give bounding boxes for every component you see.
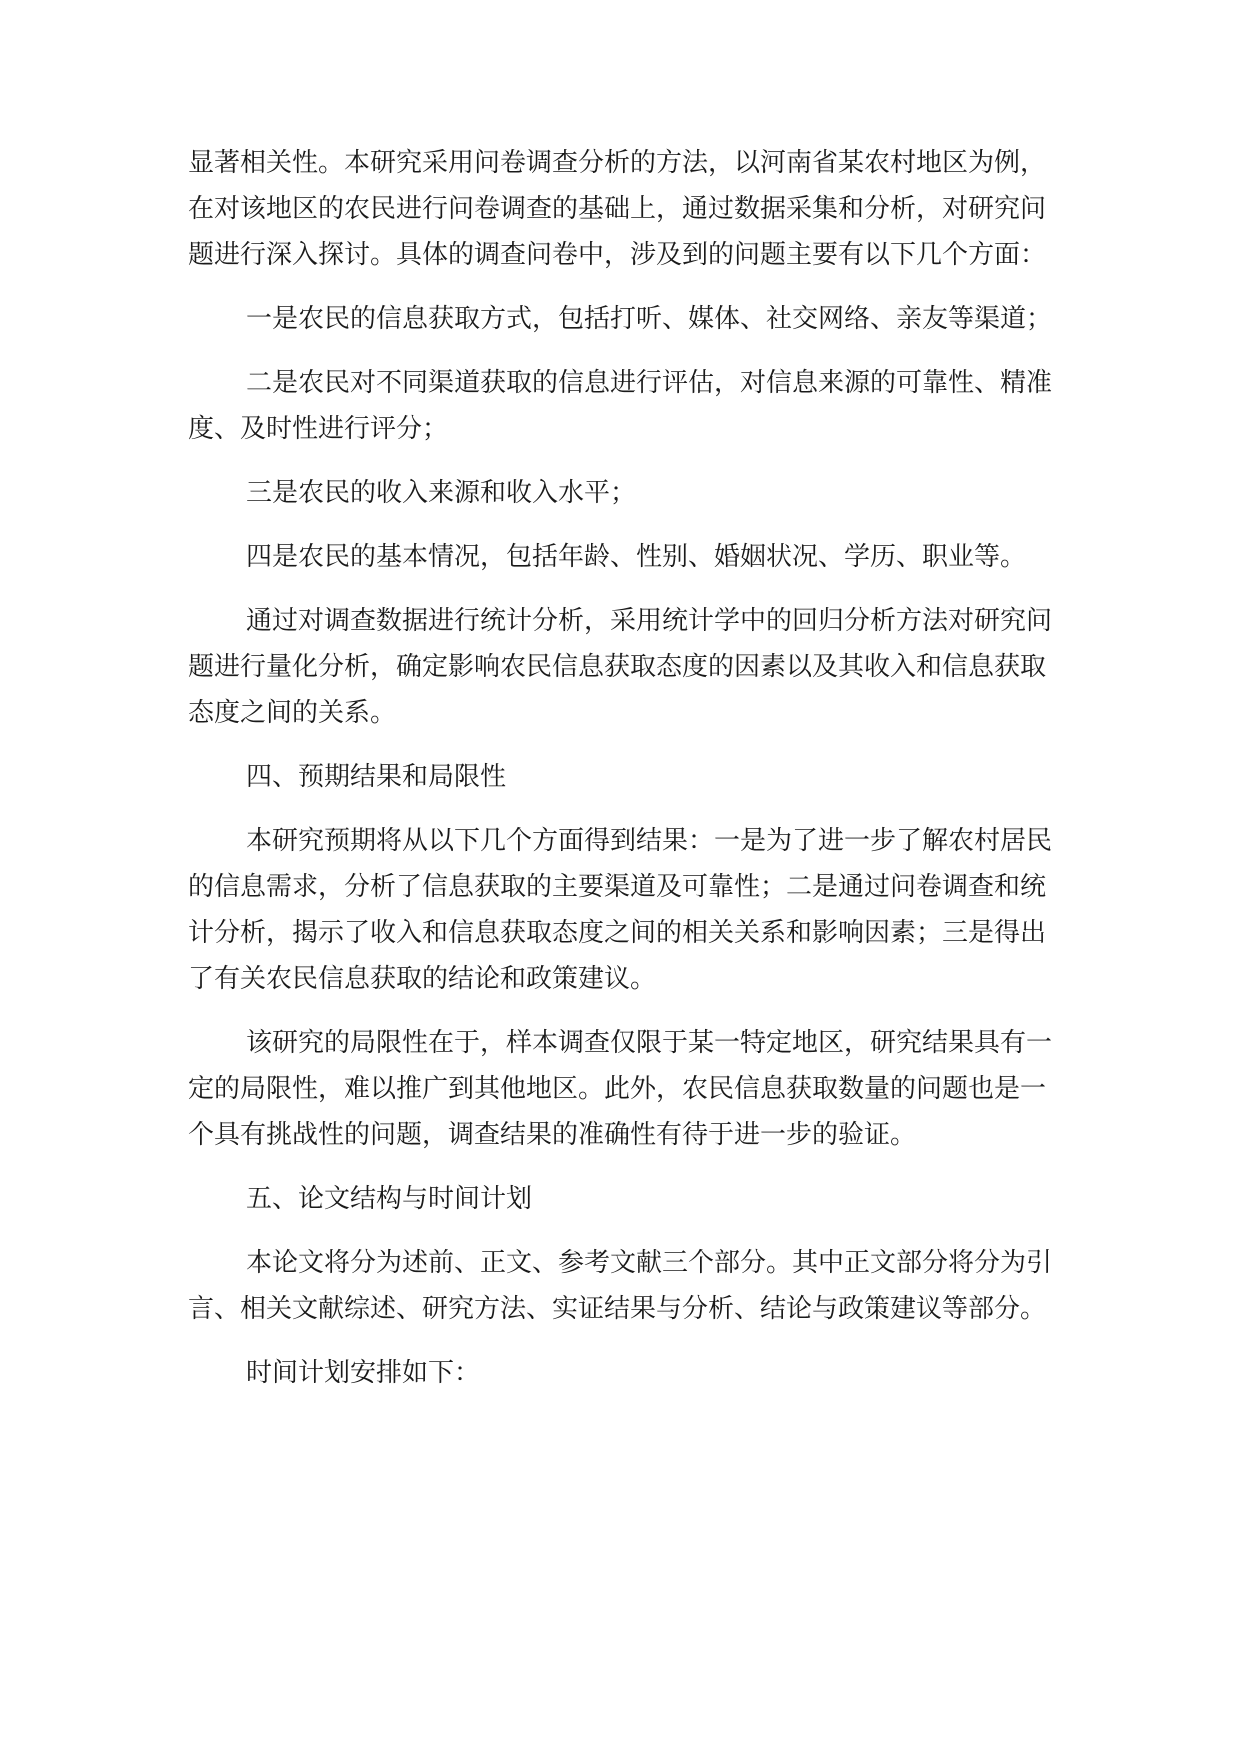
- paragraph-expected-results: 本研究预期将从以下几个方面得到结果：一是为了进一步了解农村居民的信息需求，分析了信息获取的主要渠道及可靠性；二是通过问卷调查和统计分析，揭示了收入和信息获取态度之间的相关关系和影响因素；三是得出了有关农民信息获取的结论和政策建议。: [188, 826, 1053, 994]
- paragraph-thesis-structure: 本论文将分为述前、正文、参考文献三个部分。其中正文部分将分为引言、相关文献综述、研究方法、实证结果与分析、结论与政策建议等部分。: [188, 1248, 1053, 1324]
- section-heading-expected-results: 四、预期结果和局限性: [246, 762, 507, 792]
- paragraph-analysis-method: 通过对调查数据进行统计分析，采用统计学中的回归分析方法对研究问题进行量化分析，确定影响农民信息获取态度的因素以及其收入和信息获取态度之间的关系。: [188, 606, 1053, 728]
- paragraph-time-plan: 时间计划安排如下：: [246, 1358, 481, 1388]
- list-item-info-channels: 一是农民的信息获取方式，包括打听、媒体、社交网络、亲友等渠道；: [246, 304, 1053, 334]
- list-item-basic-info: 四是农民的基本情况，包括年龄、性别、婚姻状况、学历、职业等。: [246, 542, 1027, 572]
- document-page: [188, 140, 1068, 1414]
- list-item-info-evaluation: 二是农民对不同渠道获取的信息进行评估，对信息来源的可靠性、精准度、及时性进行评分；: [188, 368, 1053, 444]
- list-item-income: 三是农民的收入来源和收入水平；: [246, 478, 637, 508]
- paragraph-continuation: 显著相关性。本研究采用问卷调查分析的方法，以河南省某农村地区为例，在对该地区的农民进行问卷调查的基础上，通过数据采集和分析，对研究问题进行深入探讨。具体的调查问卷中，涉及到的问题主要有以下几个方面：: [188, 148, 1047, 270]
- paragraph-limitations: 该研究的局限性在于，样本调查仅限于某一特定地区，研究结果具有一定的局限性，难以推广到其他地区。此外，农民信息获取数量的问题也是一个具有挑战性的问题，调查结果的准确性有待于进一步的验证。: [188, 1028, 1053, 1150]
- section-heading-structure-plan: 五、论文结构与时间计划: [246, 1184, 533, 1214]
